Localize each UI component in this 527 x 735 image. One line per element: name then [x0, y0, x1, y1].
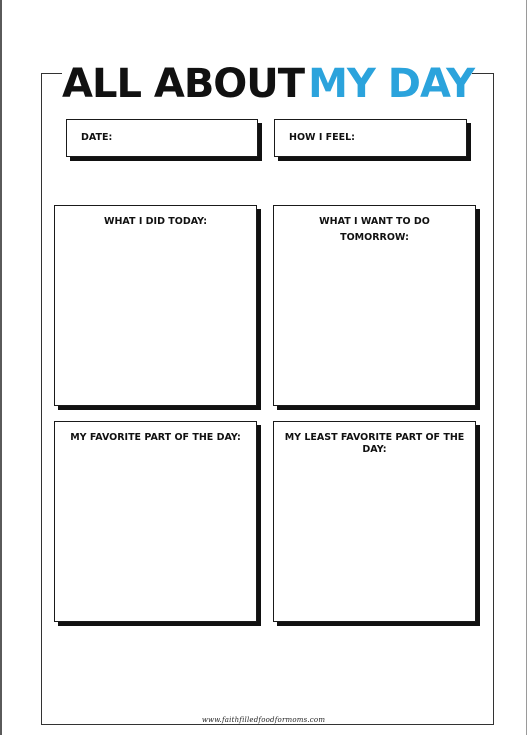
frame-line — [41, 724, 494, 725]
frame-line — [41, 73, 42, 724]
page-title — [62, 58, 475, 110]
date-label: DATE: — [81, 132, 113, 143]
page-edge — [0, 0, 2, 735]
least-favorite-part-box[interactable] — [273, 421, 476, 622]
date-field[interactable] — [66, 119, 258, 157]
want-tomorrow-box[interactable] — [273, 205, 476, 406]
frame-line — [472, 73, 494, 74]
least-favorite-part-label: MY LEAST FAVORITE PART OF THE DAY: — [284, 432, 465, 455]
favorite-part-box[interactable] — [54, 421, 257, 622]
title-part-accent: MY DAY — [308, 61, 475, 107]
footer-website: www.faithfilledfoodformoms.com — [201, 716, 326, 724]
feel-field[interactable] — [274, 119, 467, 157]
favorite-part-label: MY FAVORITE PART OF THE DAY: — [70, 432, 241, 443]
did-today-box[interactable] — [54, 205, 257, 406]
frame-line — [41, 73, 62, 74]
title-part-dark: ALL ABOUT — [62, 61, 305, 107]
frame-line — [493, 73, 494, 724]
want-tomorrow-label: WHAT I WANT TO DO TOMORROW: — [319, 216, 430, 243]
feel-label: HOW I FEEL: — [289, 132, 355, 143]
did-today-label: WHAT I DID TODAY: — [103, 216, 208, 227]
